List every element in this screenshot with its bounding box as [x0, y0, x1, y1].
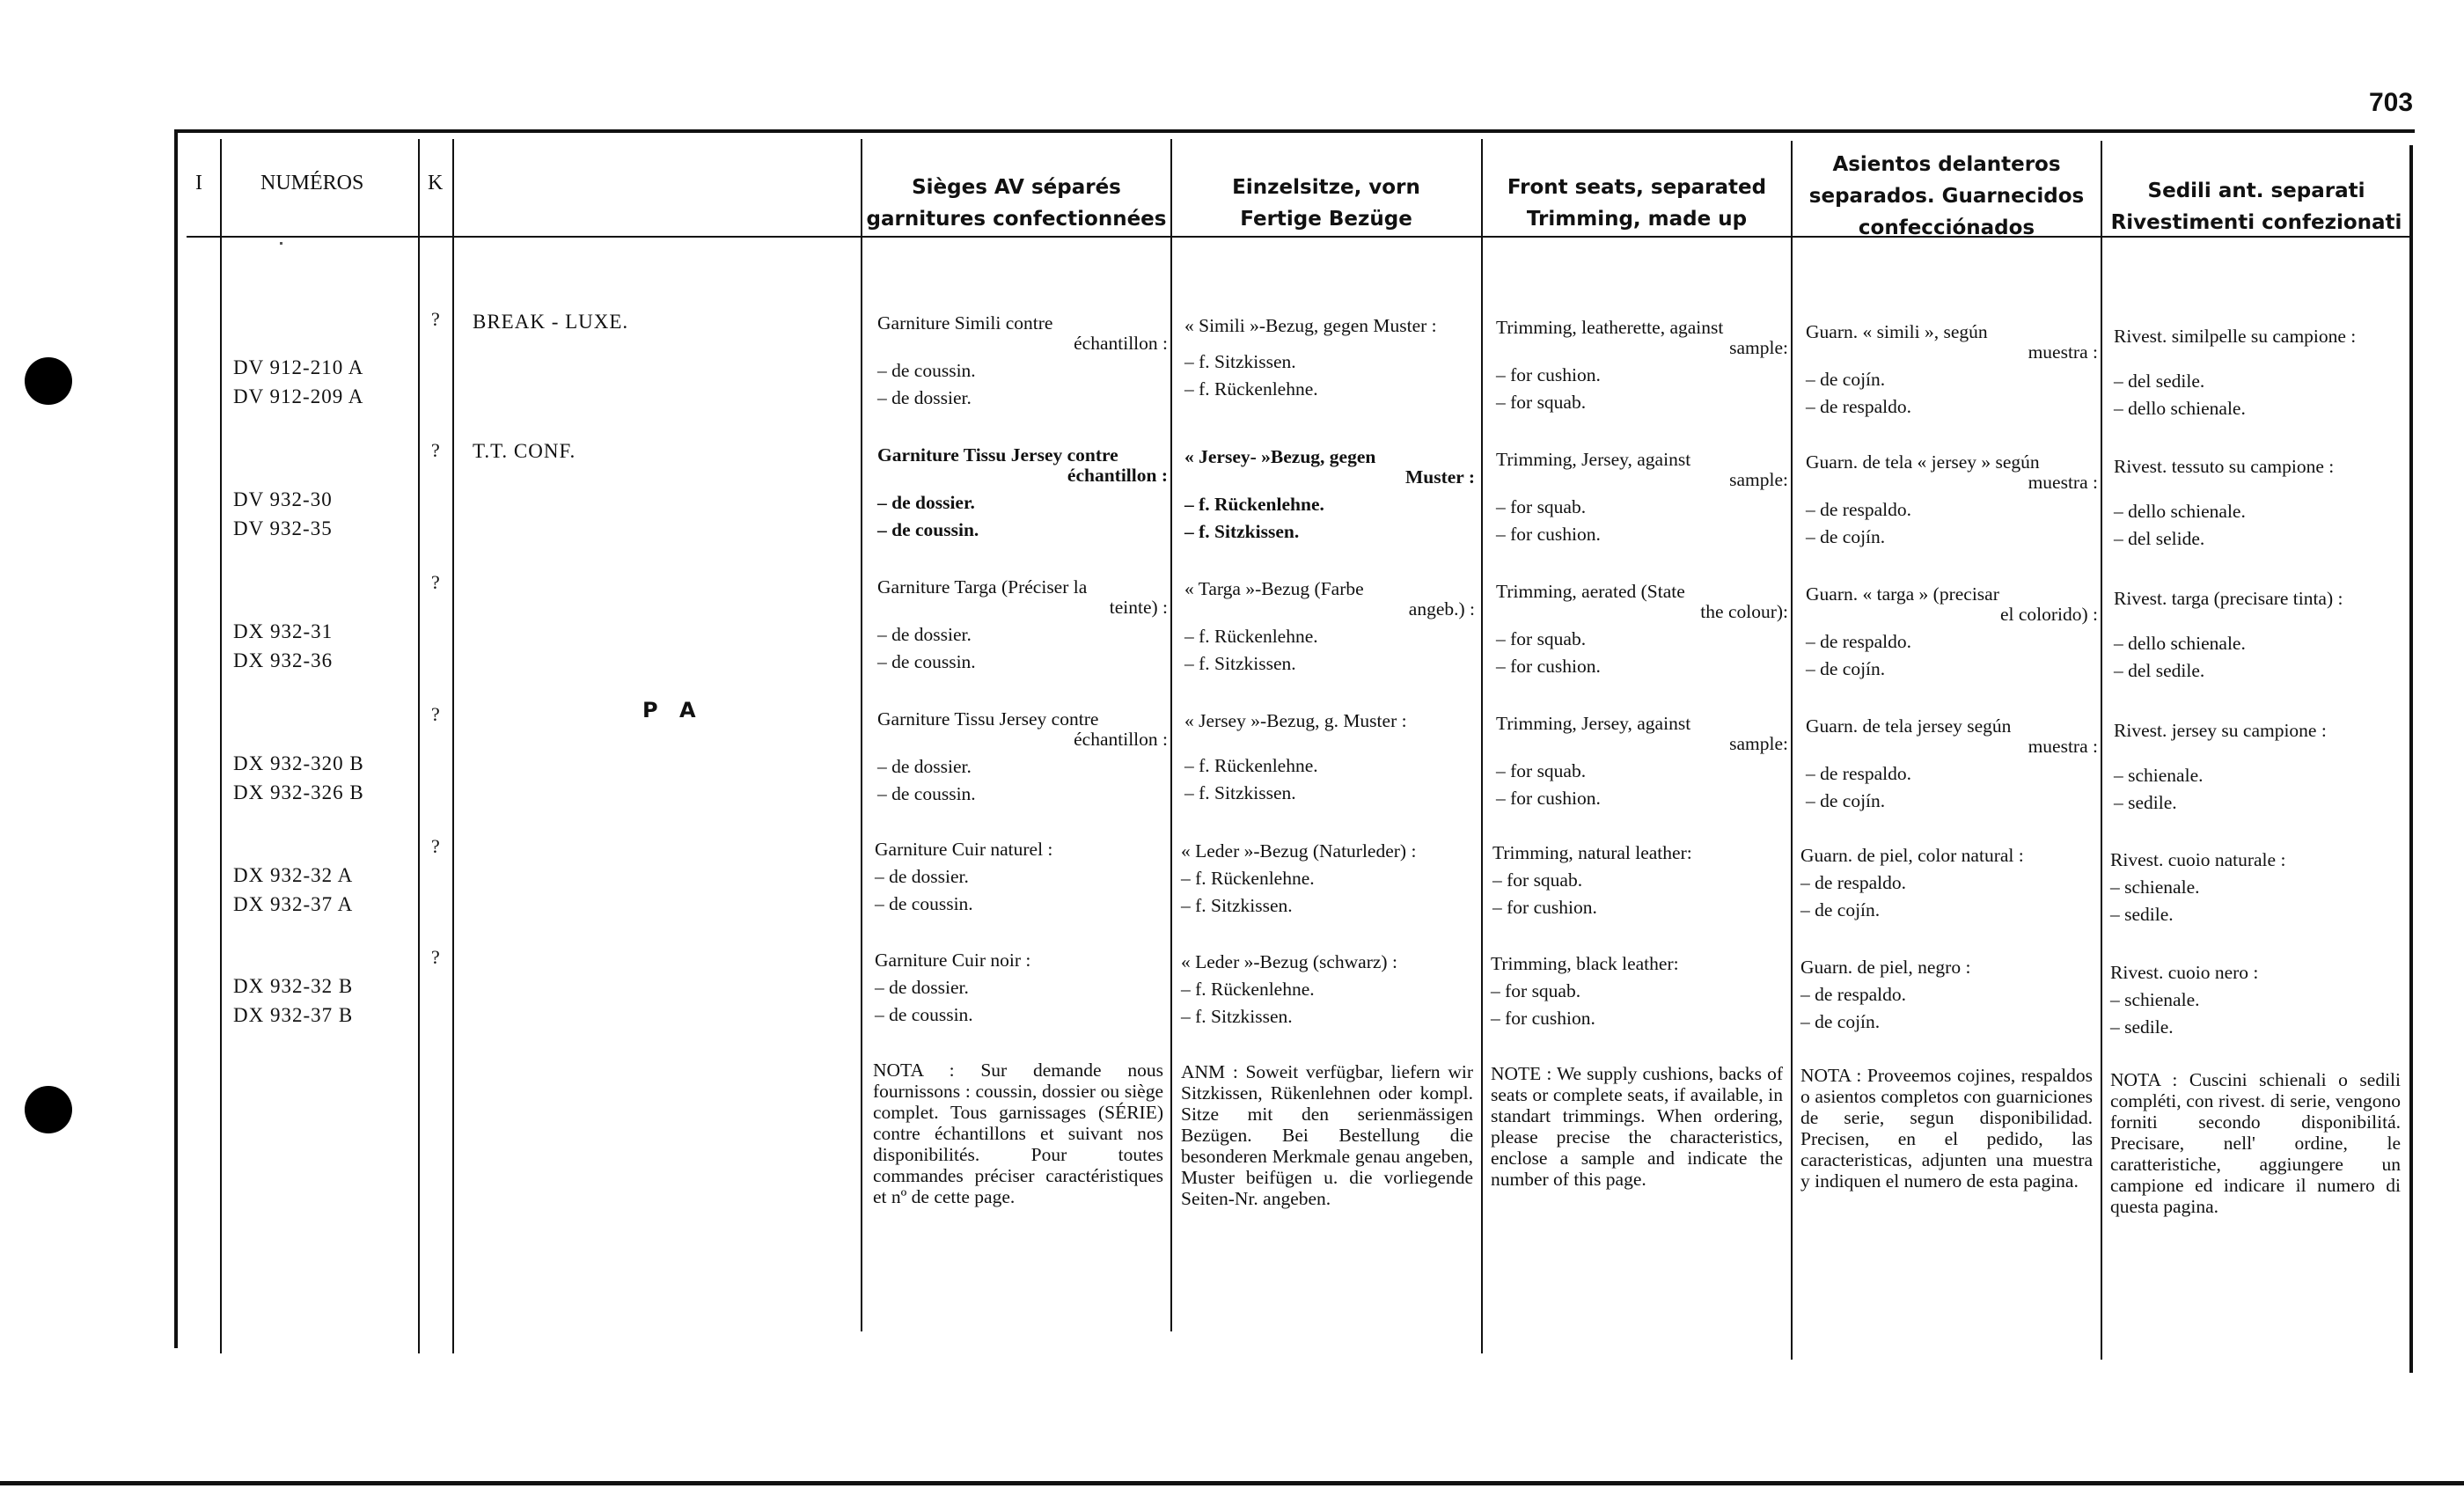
table-right-border	[2409, 145, 2413, 1373]
k-mark: ?	[431, 703, 440, 725]
k-mark: ?	[431, 571, 440, 593]
french-cell: Garniture Cuir naturel : – de dossier. – de coussin.	[875, 839, 1053, 914]
french-cell: Garniture Cuir noir : – de dossier. – de coussin.	[875, 950, 1031, 1025]
german-cell: « Jersey- »Bezug, gegen Muster : – f. Rückenlehne. – f. Sitzkissen.	[1184, 446, 1475, 542]
header-french: Sièges AV séparés garnitures confectionnées	[866, 176, 1167, 231]
k-mark: ?	[431, 308, 440, 330]
italian-cell: Rivest. cuoio nero : – schienale. – sedile.	[2110, 962, 2259, 1038]
col-divider-1	[220, 139, 222, 1353]
spanish-cell: Guarn. de tela jersey según muestra : – de respaldo. – de cojín.	[1806, 715, 2098, 811]
english-cell: Trimming, aerated (State the colour): – for squab. – for cushion.	[1496, 581, 1788, 677]
french-cell: Garniture Tissu Jersey contre échantillon : – de dossier. – de coussin.	[877, 708, 1168, 804]
page-bottom-rule	[0, 1481, 2464, 1485]
spanish-cell: Guarn. « targa » (precisar el colorido) : – de respaldo. – de cojín.	[1806, 583, 2098, 679]
part-number: DV 932-30	[233, 488, 333, 510]
part-number: DX 932-37 A	[233, 893, 354, 915]
model-pa: P A	[642, 698, 703, 722]
page-number: 703	[2369, 88, 2414, 117]
col-divider-2	[418, 139, 420, 1353]
spanish-cell: Guarn. de piel, color natural : – de respaldo. – de cojín.	[1800, 845, 2024, 920]
header-col-k: K	[428, 172, 444, 194]
col-divider-8	[2101, 141, 2102, 1360]
german-cell: « Leder »-Bezug (schwarz) : – f. Rückenlehne. – f. Sitzkissen.	[1181, 951, 1397, 1027]
col-divider-3	[452, 139, 454, 1353]
part-number: DX 932-32 A	[233, 864, 354, 886]
col-divider-4	[861, 139, 862, 1331]
note-french: NOTA : Sur demande nous fournissons : coussin, dossier ou siège complet. Tous garnissages (SÉRIE) contre échantillons et suivant nos disponibilités. Pour toutes commandes préciser caractéristiques et nº de cette page.	[873, 1060, 1163, 1207]
note-spanish: NOTA : Proveemos cojines, respaldos o asientos completos con guarniciones de serie, segun disponibilidad. Precisen, en el pedido, las caracteristicas, adjunten una muestra y indiquen el numero de esta pagina.	[1800, 1065, 2093, 1192]
german-cell: « Targa »-Bezug (Farbe angeb.) : – f. Rückenlehne. – f. Sitzkissen.	[1184, 578, 1475, 674]
part-number: DX 932-32 B	[233, 975, 354, 997]
french-cell: Garniture Simili contre échantillon : – de coussin. – de dossier.	[877, 312, 1168, 408]
part-number: DX 932-36	[233, 649, 334, 671]
header-italian: Sedili ant. separati Rivestimenti confezionati	[2110, 180, 2402, 234]
english-cell: Trimming, Jersey, against sample: – for squab. – for cushion.	[1496, 713, 1788, 809]
header-col-numeros: NUMÉROS	[260, 172, 364, 194]
col-divider-5	[1170, 139, 1172, 1331]
model-break-luxe: BREAK - LUXE.	[473, 311, 629, 333]
table-top-border	[174, 129, 2415, 133]
k-mark: ?	[431, 835, 440, 857]
french-cell: Garniture Targa (Préciser la teinte) : – de dossier. – de coussin.	[877, 576, 1168, 672]
punch-hole-bottom	[25, 1086, 72, 1133]
german-cell: « Jersey »-Bezug, g. Muster : – f. Rückenlehne. – f. Sitzkissen.	[1184, 710, 1407, 803]
part-number: DX 932-31	[233, 620, 334, 642]
col-divider-7	[1791, 141, 1793, 1360]
italian-cell: Rivest. jersey su campione : – schienale. – sedile.	[2114, 720, 2327, 813]
english-cell: Trimming, black leather: – for squab. – for cushion.	[1491, 953, 1679, 1029]
header-german: Einzelsitze, vorn Fertige Bezüge	[1232, 176, 1420, 231]
part-number: DX 932-326 B	[233, 781, 364, 803]
french-cell: Garniture Tissu Jersey contre échantillon : – de dossier. – de coussin.	[877, 444, 1168, 540]
part-number: DX 932-37 B	[233, 1004, 354, 1026]
german-cell: « Simili »-Bezug, gegen Muster : – f. Sitzkissen. – f. Rückenlehne.	[1184, 315, 1437, 400]
header-spanish: Asientos delanteros separados. Guarnecidos confecciónados	[1808, 153, 2085, 239]
punch-hole-top	[25, 357, 72, 405]
model-tt-conf: T.T. CONF.	[473, 440, 576, 462]
note-italian: NOTA : Cuscini schienali o sedili compléti, con rivest. di serie, vengono forniti secondo disponibilitá. Precisare, nell' ordine, le caratteristiche, aggiungere un campione ed indicare il numero di questa pagina.	[2110, 1069, 2401, 1217]
k-mark: ?	[431, 439, 440, 461]
scan-speck	[280, 242, 282, 245]
italian-cell: Rivest. similpelle su campione : – del sedile. – dello schienale.	[2114, 326, 2357, 419]
note-english: NOTE : We supply cushions, backs of seats or complete seats, if available, in standart trimmings. When ordering, please precise the characteristics, enclose a sample and indicate the number of this page.	[1491, 1063, 1783, 1190]
header-english: Front seats, separated Trimming, made up	[1507, 176, 1767, 231]
header-col-i: I	[195, 172, 202, 194]
german-cell: « Leder »-Bezug (Naturleder) : – f. Rückenlehne. – f. Sitzkissen.	[1181, 840, 1417, 916]
k-mark: ?	[431, 946, 440, 968]
english-cell: Trimming, natural leather: – for squab. – for cushion.	[1492, 842, 1692, 918]
italian-cell: Rivest. targa (precisare tinta) : – dello schienale. – del sedile.	[2114, 588, 2343, 681]
english-cell: Trimming, Jersey, against sample: – for squab. – for cushion.	[1496, 449, 1788, 545]
spanish-cell: Guarn. « simili », según muestra : – de cojín. – de respaldo.	[1806, 321, 2098, 417]
spanish-cell: Guarn. de tela « jersey » según muestra : – de respaldo. – de cojín.	[1806, 451, 2098, 547]
table-left-border	[174, 129, 178, 1348]
part-number: DV 932-35	[233, 517, 333, 539]
part-number: DV 912-209 A	[233, 385, 364, 407]
spanish-cell: Guarn. de piel, negro : – de respaldo. – de cojín.	[1800, 957, 1971, 1032]
italian-cell: Rivest. tessuto su campione : – dello schienale. – del selide.	[2114, 456, 2335, 549]
part-number: DX 932-320 B	[233, 752, 364, 774]
part-number: DV 912-210 A	[233, 356, 364, 378]
note-german: ANM : Soweit verfügbar, liefern wir Sitzkissen, Rükenlehnen oder kompl. Sitze mit den serienmässigen Bezügen. Bei Bestellung die besonderen Merkmale genau angeben, Muster beifügen u. die vorliegende Seiten-Nr. angeben.	[1181, 1061, 1473, 1209]
italian-cell: Rivest. cuoio naturale : – schienale. – sedile.	[2110, 849, 2286, 925]
english-cell: Trimming, leatherette, against sample: – for cushion. – for squab.	[1496, 317, 1788, 413]
